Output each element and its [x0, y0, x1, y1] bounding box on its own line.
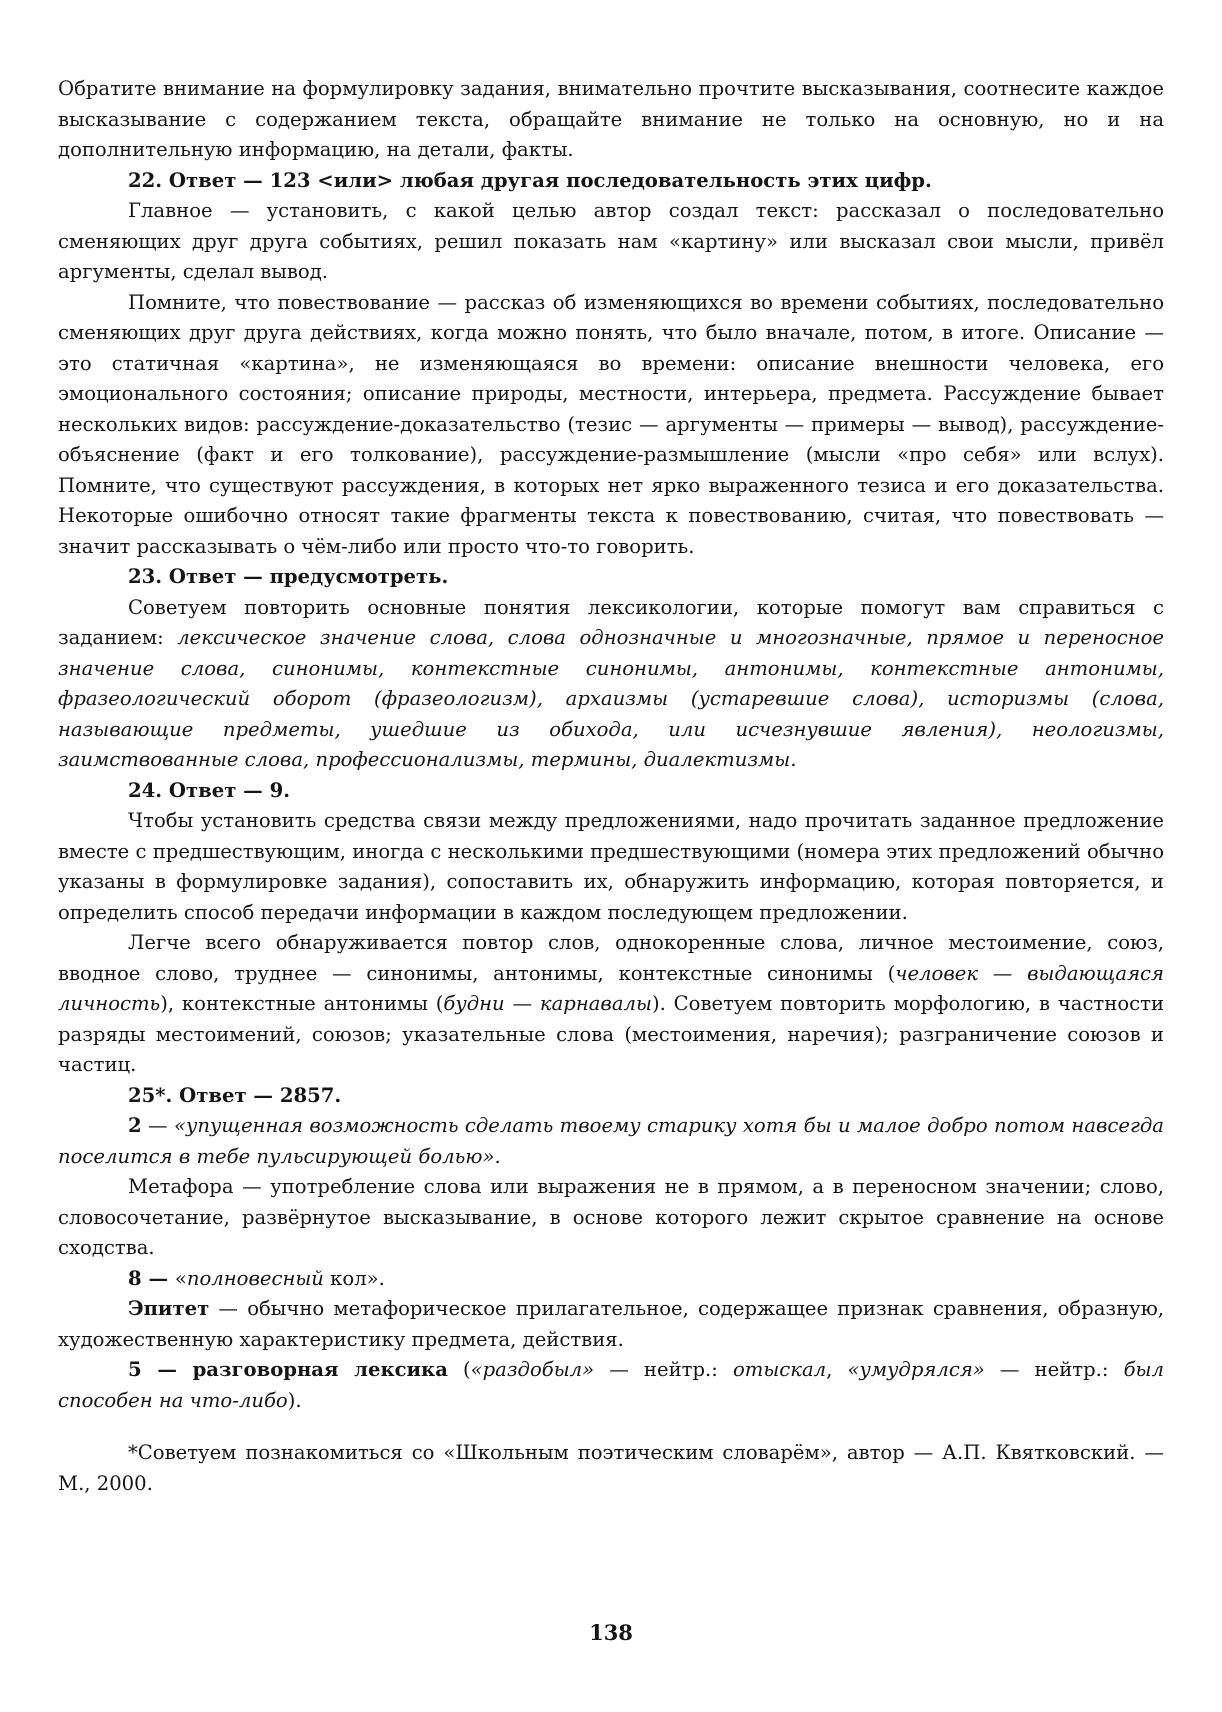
item-2-quote: «упущенная возможность сделать твоему старику хотя бы и малое добро потом навсегда поселится в тебе пульсирующей болью».: [58, 1114, 1164, 1168]
item-2-number: 2: [128, 1114, 142, 1137]
item-5-text-3: — нейтр.:: [984, 1358, 1124, 1381]
footnote: *Советуем познакомиться со «Школьным поэтическим словарём», автор — А.П. Квятковский. — М., 2000.: [58, 1441, 1164, 1495]
item-5-word-1: «раздобыл»: [470, 1358, 595, 1381]
item-5-label: 5 — разговорная лексика: [128, 1358, 448, 1381]
item-5-text-1: — нейтр.:: [594, 1358, 733, 1381]
answer-24-heading: 24. Ответ — 9.: [128, 778, 291, 802]
answer-24-paragraph-2: [58, 928, 1164, 1081]
answer-25-heading: 25*. Ответ — 2857.: [128, 1083, 342, 1107]
answer-24-text-a: Легче всего обнаруживается повтор слов, однокоренные слова, личное местоимение, союз, вводное слово, труднее — синонимы, антонимы, контекстные синонимы (: [58, 931, 1164, 985]
answer-24-example-2: будни — карнавалы: [443, 992, 652, 1015]
epithet-definition: [58, 1294, 1164, 1355]
epithet-text: — обычно метафорическое прилагательное, содержащее признак сравнения, образную, художественную характеристику предмета, действия.: [58, 1297, 1164, 1351]
answer-22-paragraph-2: Помните, что повествование — рассказ об изменяющихся во времени событиях, последовательно сменяющих друг друга действиях, когда можно понять, что было вначале, потом, в итоге. Описание — это статичная «картина», не изменяющаяся во времени: описание внешности человека, его эмоционального состояния; описание природы, местности, интерьера, предмета. Рассуждение бывает нескольких видов: рассуждение-доказательство (тезис — аргументы — примеры — вывод), рассуждение-объяснение (факт и его толкование), рассуждение-размышление (мысли «про себя» или вслух). Помните, что существуют рассуждения, в которых нет ярко выраженного тезиса и его доказательства. Некоторые ошибочно относят такие фрагменты текста к повествованию, считая, что повествовать — значит рассказывать о чём-либо или просто что-то говорить.: [58, 290, 1164, 558]
item-5-open: (: [447, 1358, 471, 1381]
page-number: 138: [589, 1620, 633, 1645]
answer-24-paragraph-1: Чтобы установить средства связи между предложениями, надо прочитать заданное предложение вместе с предшествующим, иногда с несколькими предшествующими (номера этих предложений обычно указаны в формулировке задания), сопоставить их, обнаружить информацию, которая повторяется, и определить способ передачи информации в каждом последующем предложении.: [58, 809, 1164, 924]
item-8-quote-close: кол».: [323, 1266, 385, 1290]
item-5-close: ).: [287, 1388, 302, 1412]
answer-25-item-8: [58, 1264, 1164, 1295]
item-5-word-3: «умудрялся»: [847, 1358, 985, 1381]
answer-25-item-2: [58, 1111, 1164, 1172]
answer-23-terms: лексическое значение слова, слова однозначные и многозначные, прямое и переносное значение слова, синонимы, контекстные синонимы, антонимы, контекстные антонимы, фразеологический оборот (фразеологизм), архаизмы (устаревшие слова), историзмы (слова, называющие предметы, ушедшие из обихода, или исчезнувшие явления), неологизмы, заимствованные слова, профессионализмы, термины, диалектизмы.: [58, 626, 1164, 771]
answer-22-heading: 22. Ответ — 123 <или> любая другая последовательность этих цифр.: [128, 168, 932, 192]
metaphor-definition: Метафора — употребление слова или выражения не в прямом, а в переносном значении; слово, словосочетание, развёрнутое высказывание, в основе которого лежит скрытое сравнение на основе сходства.: [58, 1175, 1164, 1259]
answer-24-text-b: ), контекстные антонимы (: [160, 992, 444, 1015]
answer-24-example-1: человек — выдающаяся личность: [58, 961, 1164, 1015]
item-2-dash: —: [141, 1114, 174, 1137]
page-body: [58, 74, 1164, 1499]
intro-paragraph: Обратите внимание на формулировку задания, внимательно прочтите высказывания, соотнесите каждое высказывание с содержанием текста, обращайте внимание не только на основную, но и на дополнительную информацию, на детали, факты.: [58, 77, 1164, 161]
item-5-word-4: был способен на что-либо: [58, 1358, 1164, 1412]
answer-23-lead: Советуем повторить основные понятия лексикологии, которые помогут вам справиться с заданием:: [58, 595, 1164, 649]
item-5-word-2: отыскал: [732, 1358, 827, 1381]
item-8-word: полновесный: [186, 1266, 324, 1290]
epithet-term: Эпитет: [128, 1297, 210, 1320]
answer-24-text-c: ). Советуем повторить морфологию, в частности разряды местоимений, союзов; указательные слова (местоимения, наречия); разграничение союзов и частиц.: [58, 992, 1165, 1076]
answer-22-paragraph-1: Главное — установить, с какой целью автор создал текст: рассказал о последовательно сменяющих друг друга событиях, решил показать нам «картину» или высказал свои мысли, привёл аргументы, сделал вывод.: [58, 199, 1164, 283]
answer-23-paragraph: [58, 593, 1164, 776]
answer-25-item-5: [58, 1355, 1164, 1416]
item-5-text-2: ,: [826, 1358, 848, 1381]
answer-23-heading: 23. Ответ — предусмотреть.: [128, 565, 449, 588]
item-8-quote-open: «: [174, 1266, 187, 1290]
item-8-number: 8 —: [128, 1266, 175, 1290]
